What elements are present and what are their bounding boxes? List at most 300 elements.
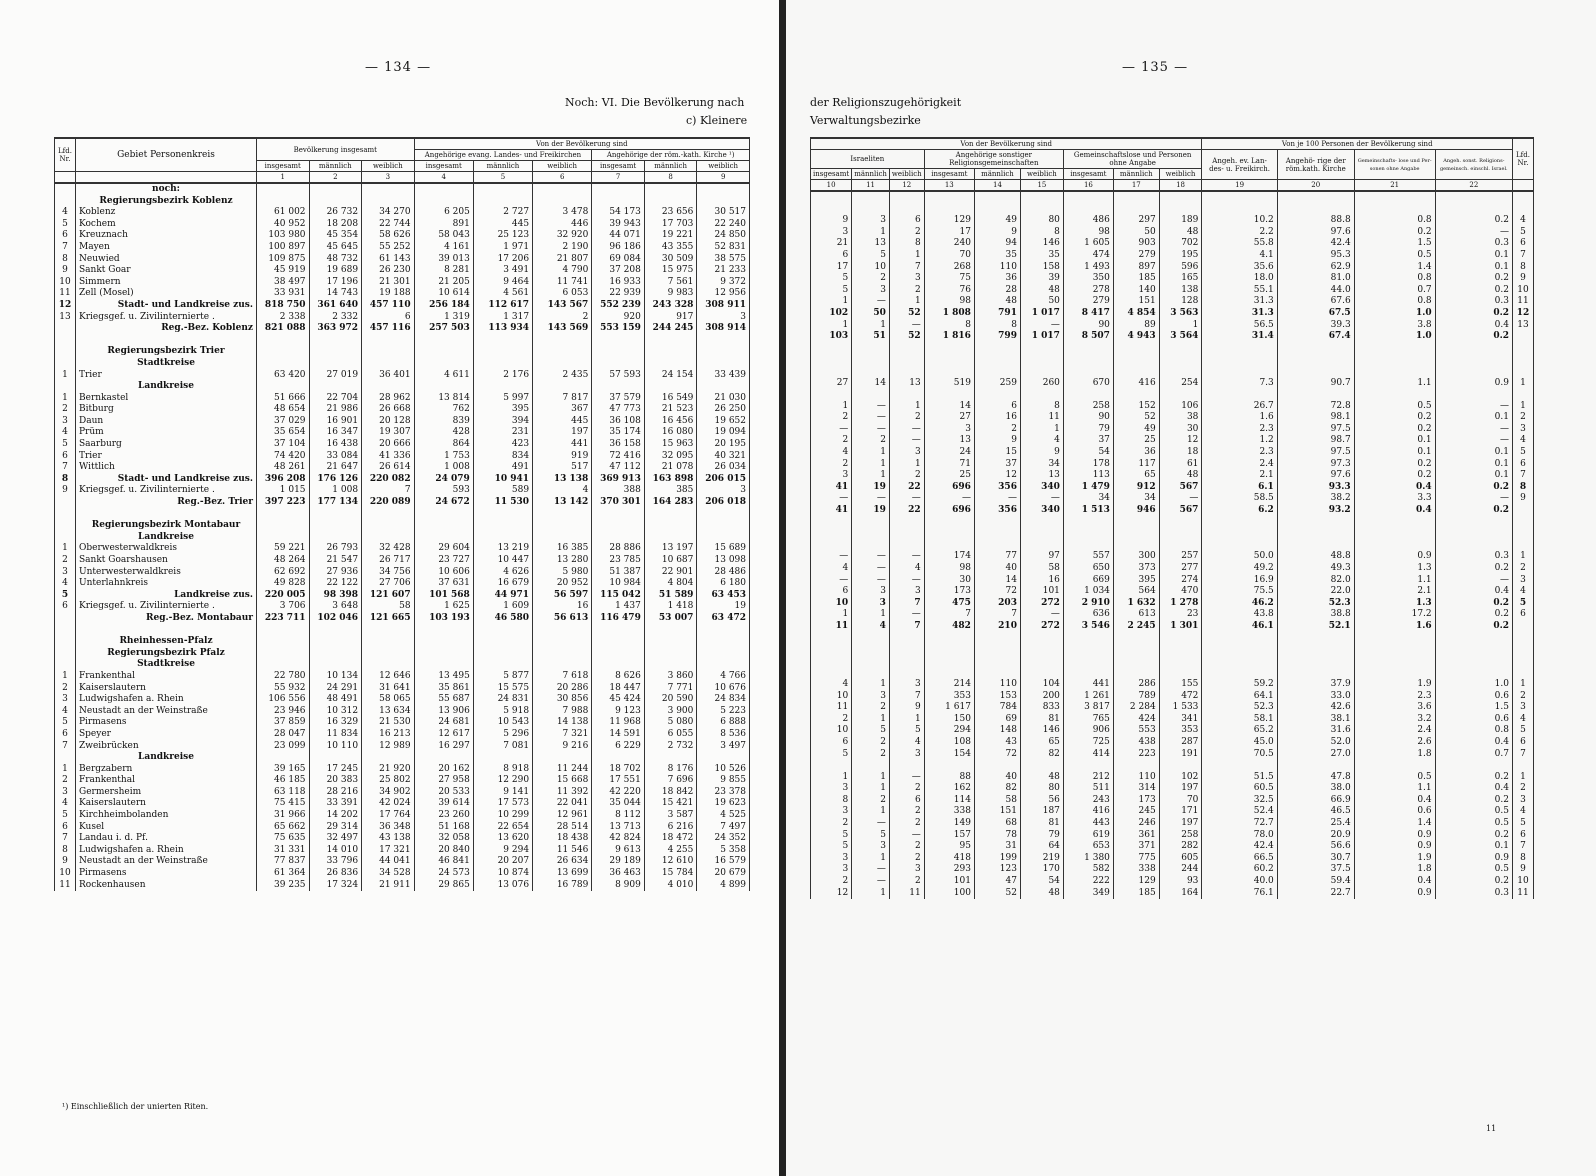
table-row xyxy=(55,543,750,555)
value-cell: 16 xyxy=(1020,575,1063,587)
empty-cell xyxy=(1435,644,1512,656)
value-cell: 3 xyxy=(924,424,974,436)
table-row xyxy=(811,598,1534,610)
value-cell: 0.5 xyxy=(1354,401,1435,413)
value-cell: 259 xyxy=(974,378,1020,390)
value-cell: 0.3 xyxy=(1435,296,1512,308)
value-cell: 0.2 xyxy=(1435,563,1512,575)
table-row xyxy=(55,358,750,370)
value-cell: 0.8 xyxy=(1435,725,1512,737)
value-cell: 6.1 xyxy=(1202,482,1277,494)
value-cell: — xyxy=(1435,575,1512,587)
value-cell: 765 xyxy=(1063,714,1113,726)
value-cell: 19 094 xyxy=(697,427,750,439)
empty-cell xyxy=(644,196,697,208)
empty-cell xyxy=(1435,656,1512,668)
value-cell: 605 xyxy=(1159,853,1202,865)
table-row xyxy=(811,401,1534,413)
value-cell: 31 xyxy=(974,841,1020,853)
empty-cell xyxy=(592,509,645,521)
value-cell: 2.3 xyxy=(1354,691,1435,703)
row-lfd: 1 xyxy=(1513,401,1534,413)
value-cell: 24 352 xyxy=(697,833,750,845)
header-von-der-bevoelkerung: Von der Bevölkerung sind xyxy=(414,138,749,150)
value-cell: 113 934 xyxy=(473,323,532,335)
value-cell: 2 176 xyxy=(473,370,532,382)
empty-cell xyxy=(1020,760,1063,772)
value-cell: 214 xyxy=(924,679,974,691)
value-cell: 61 364 xyxy=(257,868,310,880)
column-number: 20 xyxy=(1277,180,1354,192)
value-cell: 696 xyxy=(924,482,974,494)
value-cell: 0.2 xyxy=(1435,308,1512,320)
value-cell: 917 xyxy=(644,312,697,324)
header-weiblich: weiblich xyxy=(533,161,592,172)
value-cell: 34 756 xyxy=(362,567,415,579)
table-row xyxy=(55,625,750,637)
row-lfd: 1 xyxy=(55,370,76,382)
value-cell: 428 xyxy=(414,427,473,439)
table-title-right-1: der Religionszugehörigkeit xyxy=(810,96,962,109)
value-cell: 388 xyxy=(592,485,645,497)
value-cell: 39 xyxy=(1020,273,1063,285)
value-cell: 39 943 xyxy=(592,219,645,231)
value-cell: 37 208 xyxy=(592,265,645,277)
row-name: Stadt- und Landkreise zus. xyxy=(76,474,257,486)
value-cell: 97.3 xyxy=(1277,459,1354,471)
value-cell: 220 089 xyxy=(362,497,415,509)
value-cell: 97.5 xyxy=(1277,447,1354,459)
table-row xyxy=(55,659,750,671)
value-cell: 2 332 xyxy=(309,312,362,324)
value-cell: 27.0 xyxy=(1277,749,1354,761)
empty-cell xyxy=(924,191,974,204)
empty-cell xyxy=(889,366,924,378)
table-row xyxy=(55,404,750,416)
empty-cell xyxy=(852,540,890,552)
value-cell: — xyxy=(852,818,890,830)
value-cell: 34 xyxy=(1113,493,1159,505)
value-cell: 66.5 xyxy=(1202,853,1277,865)
value-cell: 43.8 xyxy=(1202,609,1277,621)
empty-cell xyxy=(1354,540,1435,552)
row-name: Unterwesterwaldkreis xyxy=(76,567,257,579)
value-cell: 55 932 xyxy=(257,683,310,695)
empty-cell xyxy=(924,540,974,552)
value-cell: 104 xyxy=(1020,679,1063,691)
header-angeb-ev: Angeh. ev. Lan- des- u. Freikirch. xyxy=(1202,150,1277,180)
empty-cell xyxy=(924,343,974,355)
row-lfd xyxy=(1513,621,1534,633)
empty-cell xyxy=(309,659,362,671)
row-name: Kriegsgef. u. Zivilinternierte . xyxy=(76,601,257,613)
value-cell: 3 478 xyxy=(533,207,592,219)
row-lfd: 7 xyxy=(1513,470,1534,482)
table-row xyxy=(811,656,1534,668)
value-cell: 52.3 xyxy=(1202,702,1277,714)
value-cell: 59.2 xyxy=(1202,679,1277,691)
value-cell: 0.4 xyxy=(1435,586,1512,598)
value-cell: 6 053 xyxy=(533,288,592,300)
value-cell: 16 456 xyxy=(644,416,697,428)
value-cell: 0.2 xyxy=(1435,598,1512,610)
row-lfd: 5 xyxy=(55,439,76,451)
value-cell: 14 743 xyxy=(309,288,362,300)
table-row xyxy=(55,288,750,300)
value-cell: 62.9 xyxy=(1277,262,1354,274)
empty-cell xyxy=(362,509,415,521)
value-cell: 38 575 xyxy=(697,254,750,266)
value-cell: 13 xyxy=(889,378,924,390)
value-cell: 88.8 xyxy=(1277,215,1354,227)
value-cell: 36 401 xyxy=(362,370,415,382)
empty-cell xyxy=(974,389,1020,401)
value-cell: 97 xyxy=(1020,551,1063,563)
value-cell: 1.5 xyxy=(1435,702,1512,714)
section-heading: Stadtkreise xyxy=(76,358,257,370)
value-cell: 10 xyxy=(852,262,890,274)
value-cell: 10 110 xyxy=(309,741,362,753)
value-cell: 0.2 xyxy=(1354,470,1435,482)
value-cell: 1 317 xyxy=(473,312,532,324)
empty-cell xyxy=(644,358,697,370)
row-lfd: 7 xyxy=(55,833,76,845)
row-lfd: 1 xyxy=(1513,378,1534,390)
right-page xyxy=(786,0,1596,1176)
row-lfd: 5 xyxy=(1513,598,1534,610)
empty-cell xyxy=(924,389,974,401)
empty-cell xyxy=(1435,389,1512,401)
value-cell: 25 xyxy=(1113,435,1159,447)
value-cell: 2 338 xyxy=(257,312,310,324)
table-row xyxy=(55,880,750,892)
value-cell: 636 xyxy=(1063,609,1113,621)
value-cell: 2.4 xyxy=(1354,725,1435,737)
empty-cell xyxy=(362,335,415,347)
row-lfd: 8 xyxy=(55,254,76,266)
value-cell: 173 xyxy=(1113,795,1159,807)
row-lfd xyxy=(55,520,76,532)
table-row xyxy=(55,648,750,660)
empty-cell xyxy=(414,509,473,521)
value-cell: 174 xyxy=(924,551,974,563)
empty-cell xyxy=(1020,656,1063,668)
column-number: 5 xyxy=(473,172,532,184)
empty-cell xyxy=(1159,760,1202,772)
row-lfd: 7 xyxy=(1513,841,1534,853)
table-row xyxy=(811,772,1534,784)
value-cell: 25 802 xyxy=(362,775,415,787)
value-cell: 282 xyxy=(1159,841,1202,853)
empty-cell xyxy=(889,204,924,216)
value-cell: 76.1 xyxy=(1202,888,1277,900)
value-cell: 64 xyxy=(1020,841,1063,853)
table-row xyxy=(55,196,750,208)
empty-cell xyxy=(1020,389,1063,401)
value-cell: 31 966 xyxy=(257,810,310,822)
value-cell: 28 xyxy=(974,285,1020,297)
empty-cell xyxy=(592,335,645,347)
value-cell: 35 044 xyxy=(592,798,645,810)
empty-cell xyxy=(1113,517,1159,529)
value-cell: 21 911 xyxy=(362,880,415,892)
value-cell: 62 692 xyxy=(257,567,310,579)
value-cell: 21 030 xyxy=(697,393,750,405)
value-cell: 0.6 xyxy=(1354,806,1435,818)
table-row xyxy=(811,331,1534,343)
value-cell: 27 xyxy=(811,378,852,390)
header-weiblich: weiblich xyxy=(697,161,750,172)
value-cell: 1 816 xyxy=(924,331,974,343)
empty-cell xyxy=(1513,667,1534,679)
value-cell: 6.2 xyxy=(1202,505,1277,517)
row-lfd xyxy=(55,346,76,358)
value-cell: 5 xyxy=(852,830,890,842)
value-cell: — xyxy=(889,830,924,842)
table-row xyxy=(55,613,750,625)
value-cell: 90 xyxy=(1063,320,1113,332)
value-cell: 13 713 xyxy=(592,822,645,834)
table-row xyxy=(811,505,1534,517)
section-heading: noch: xyxy=(76,183,257,196)
value-cell: 457 110 xyxy=(362,300,415,312)
value-cell: 553 159 xyxy=(592,323,645,335)
value-cell: 16 xyxy=(533,601,592,613)
table-row xyxy=(55,335,750,347)
value-cell: 4 611 xyxy=(414,370,473,382)
table-row xyxy=(811,795,1534,807)
value-cell: 163 898 xyxy=(644,474,697,486)
value-cell: 613 xyxy=(1113,609,1159,621)
empty-cell xyxy=(1020,204,1063,216)
value-cell: 93.3 xyxy=(1277,482,1354,494)
table-row xyxy=(55,451,750,463)
value-cell: 22 780 xyxy=(257,671,310,683)
value-cell: 1 380 xyxy=(1063,853,1113,865)
value-cell: 42.4 xyxy=(1202,841,1277,853)
header-lfd-right: Lfd. Nr. xyxy=(1513,138,1534,180)
value-cell: 6 xyxy=(811,586,852,598)
value-cell: 28 962 xyxy=(362,393,415,405)
value-cell: 76 xyxy=(924,285,974,297)
value-cell: 903 xyxy=(1113,238,1159,250)
value-cell: 14 138 xyxy=(533,717,592,729)
value-cell: 1 319 xyxy=(414,312,473,324)
value-cell: 369 913 xyxy=(592,474,645,486)
value-cell: 4 854 xyxy=(1113,308,1159,320)
value-cell: 28 514 xyxy=(533,822,592,834)
value-cell: — xyxy=(1159,493,1202,505)
empty-cell xyxy=(1435,517,1512,529)
value-cell: 423 xyxy=(473,439,532,451)
empty-cell xyxy=(1513,633,1534,645)
table-row xyxy=(811,470,1534,482)
value-cell: 77 xyxy=(974,551,1020,563)
value-cell: 2 xyxy=(811,876,852,888)
value-cell: 25.4 xyxy=(1277,818,1354,830)
table-row xyxy=(55,787,750,799)
value-cell: 8 417 xyxy=(1063,308,1113,320)
value-cell: 0.6 xyxy=(1435,714,1512,726)
table-row xyxy=(55,578,750,590)
value-cell: 90.7 xyxy=(1277,378,1354,390)
value-cell: 418 xyxy=(924,853,974,865)
table-row xyxy=(55,393,750,405)
value-cell: 10.2 xyxy=(1202,215,1277,227)
value-cell: 48 264 xyxy=(257,555,310,567)
empty-cell xyxy=(644,183,697,196)
value-cell: 4 255 xyxy=(644,845,697,857)
table-row xyxy=(55,717,750,729)
value-cell: 98 398 xyxy=(309,590,362,602)
value-cell: 257 xyxy=(1159,551,1202,563)
value-cell: 9 xyxy=(974,227,1020,239)
value-cell: 279 xyxy=(1113,250,1159,262)
value-cell: 94 xyxy=(974,238,1020,250)
value-cell: 78 xyxy=(974,830,1020,842)
value-cell: 472 xyxy=(1159,691,1202,703)
value-cell: 16 933 xyxy=(592,277,645,289)
value-cell: 821 088 xyxy=(257,323,310,335)
column-number: 19 xyxy=(1202,180,1277,192)
value-cell: 206 015 xyxy=(697,474,750,486)
empty-cell xyxy=(1435,366,1512,378)
value-cell: 1.0 xyxy=(1435,679,1512,691)
empty-cell xyxy=(852,528,890,540)
value-cell: 33 084 xyxy=(309,451,362,463)
value-cell: — xyxy=(1020,320,1063,332)
value-cell: 72.8 xyxy=(1277,401,1354,413)
value-cell: 75 635 xyxy=(257,833,310,845)
empty-cell xyxy=(362,381,415,393)
value-cell: 1 437 xyxy=(592,601,645,613)
table-row xyxy=(55,833,750,845)
value-cell: 48 654 xyxy=(257,404,310,416)
value-cell: 3 491 xyxy=(473,265,532,277)
row-name: Stadt- und Landkreise zus. xyxy=(76,300,257,312)
value-cell: 97.6 xyxy=(1277,227,1354,239)
value-cell: — xyxy=(889,435,924,447)
value-cell: 48 xyxy=(1159,470,1202,482)
empty-cell xyxy=(1020,633,1063,645)
value-cell: 7 xyxy=(974,609,1020,621)
value-cell: 1 xyxy=(852,227,890,239)
table-row xyxy=(55,370,750,382)
value-cell: 1 xyxy=(811,609,852,621)
value-cell: 564 xyxy=(1113,586,1159,598)
row-lfd: 4 xyxy=(1513,586,1534,598)
empty-cell xyxy=(697,358,750,370)
empty-cell xyxy=(1435,354,1512,366)
empty-cell xyxy=(889,667,924,679)
empty-cell xyxy=(974,540,1020,552)
empty-cell xyxy=(592,358,645,370)
value-cell: 231 xyxy=(473,427,532,439)
value-cell: 110 xyxy=(1113,772,1159,784)
value-cell: 367 xyxy=(533,404,592,416)
value-cell: 13 814 xyxy=(414,393,473,405)
column-number: 2 xyxy=(309,172,362,184)
value-cell: 2 435 xyxy=(533,370,592,382)
empty-cell xyxy=(309,183,362,196)
value-cell: 150 xyxy=(924,714,974,726)
value-cell: 74 420 xyxy=(257,451,310,463)
value-cell: 272 xyxy=(1020,621,1063,633)
row-name: Koblenz xyxy=(76,207,257,219)
value-cell: 22.7 xyxy=(1277,888,1354,900)
empty-cell xyxy=(697,625,750,637)
empty-cell xyxy=(1513,760,1534,772)
value-cell: 0.1 xyxy=(1435,412,1512,424)
value-cell: 7 561 xyxy=(644,277,697,289)
empty-cell xyxy=(1202,191,1277,204)
value-cell: 25 xyxy=(924,470,974,482)
empty-cell xyxy=(924,633,974,645)
value-cell: 21 807 xyxy=(533,254,592,266)
empty-cell xyxy=(811,389,852,401)
row-name: Landau i. d. Pf. xyxy=(76,833,257,845)
column-number: 1 xyxy=(257,172,310,184)
row-lfd: 4 xyxy=(1513,435,1534,447)
value-cell: 28 486 xyxy=(697,567,750,579)
row-lfd xyxy=(55,358,76,370)
empty-cell xyxy=(1277,191,1354,204)
empty-cell xyxy=(1513,354,1534,366)
empty-cell xyxy=(1020,354,1063,366)
row-lfd xyxy=(55,196,76,208)
table-row xyxy=(811,296,1534,308)
table-row xyxy=(811,818,1534,830)
header-maennlich: männlich xyxy=(852,169,890,180)
value-cell: 394 xyxy=(473,416,532,428)
value-cell: 219 xyxy=(1020,853,1063,865)
header-angeh-roem: Angehö- rige der röm.kath. Kirche xyxy=(1277,150,1354,180)
value-cell: 3 xyxy=(852,841,890,853)
empty-cell xyxy=(1202,517,1277,529)
value-cell: 0.3 xyxy=(1435,888,1512,900)
value-cell: 1.1 xyxy=(1354,575,1435,587)
value-cell: 61 002 xyxy=(257,207,310,219)
value-cell: 48 xyxy=(1159,227,1202,239)
value-cell: 19 307 xyxy=(362,427,415,439)
value-cell: 243 xyxy=(1063,795,1113,807)
value-cell: 32 920 xyxy=(533,230,592,242)
value-cell: 82.0 xyxy=(1277,575,1354,587)
value-cell: — xyxy=(852,296,890,308)
empty-cell xyxy=(1113,528,1159,540)
value-cell: 1 493 xyxy=(1063,262,1113,274)
value-cell: 9 141 xyxy=(473,787,532,799)
value-cell: 293 xyxy=(924,864,974,876)
empty-cell xyxy=(1159,204,1202,216)
value-cell: 48.8 xyxy=(1277,551,1354,563)
value-cell: 52.3 xyxy=(1277,598,1354,610)
table-row xyxy=(55,462,750,474)
value-cell: 2 284 xyxy=(1113,702,1159,714)
value-cell: 4 766 xyxy=(697,671,750,683)
value-cell: 1 xyxy=(1020,424,1063,436)
value-cell: 170 xyxy=(1020,864,1063,876)
empty-cell xyxy=(362,659,415,671)
value-cell: 39.3 xyxy=(1277,320,1354,332)
row-name: Kochem xyxy=(76,219,257,231)
row-lfd: 5 xyxy=(55,717,76,729)
empty-cell xyxy=(473,520,532,532)
value-cell: 46 841 xyxy=(414,856,473,868)
value-cell: 3 648 xyxy=(309,601,362,613)
row-name: Pirmasens xyxy=(76,717,257,729)
empty-cell xyxy=(76,335,257,347)
